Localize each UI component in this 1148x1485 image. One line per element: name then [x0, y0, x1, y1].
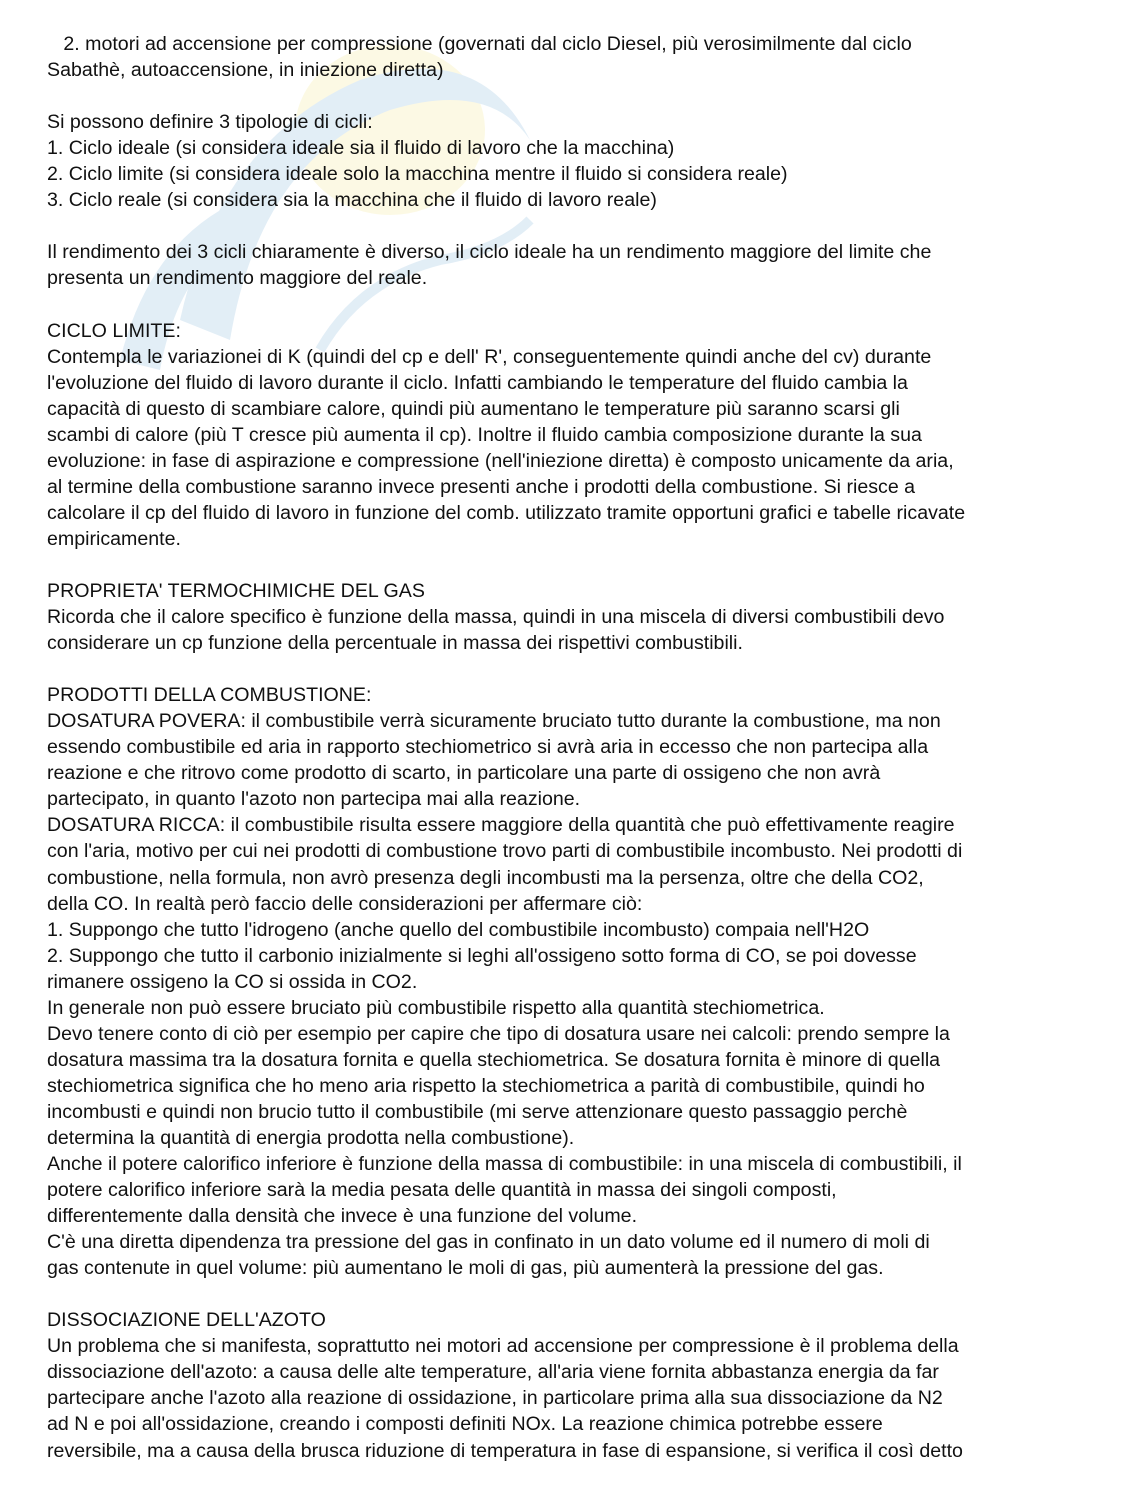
text-line: Sabathè, autoaccensione, in iniezione diretta)	[47, 59, 444, 82]
text-line: della CO. In realtà però faccio delle considerazioni per affermare ciò:	[47, 892, 643, 915]
text-line: Devo tenere conto di ciò per esempio per capire che tipo di dosatura usare nei calcoli: prendo sempre la	[47, 1022, 950, 1045]
text-line: dosatura massima tra la dosatura fornita e quella stechiometrica. Se dosatura fornita è minore di quella	[47, 1048, 941, 1071]
text-line: partecipato, in quanto l'azoto non partecipa mai alla reazione.	[47, 788, 581, 811]
text-line: capacità di questo di scambiare calore, quindi più aumentano le temperature più saranno scarsi gli	[47, 397, 900, 420]
text-line: partecipare anche l'azoto alla reazione di ossidazione, in particolare prima alla sua dissociazione da N2	[47, 1387, 943, 1410]
text-line: calcolare il cp del fluido di lavoro in funzione del comb. utilizzato tramite opportuni grafici e tabelle ricavate	[47, 501, 966, 524]
text-line: C'è una diretta dipendenza tra pressione del gas in confinato in un dato volume ed il numero di moli di	[47, 1231, 930, 1254]
text-line: evoluzione: in fase di aspirazione e compressione (nell'iniezione diretta) è composto unicamente da aria,	[47, 449, 954, 472]
text-line: determina la quantità di energia prodotta nella combustione).	[47, 1126, 575, 1149]
text-line: con l'aria, motivo per cui nei prodotti di combustione trovo parti di combustibile incombusto. Nei prodotti di	[47, 840, 963, 863]
text-line: 2. Ciclo limite (si considera ideale solo la macchina mentre il fluido si considera reale)	[47, 163, 788, 186]
text-line: reazione e che ritrovo come prodotto di scarto, in particolare una parte di ossigeno che non avrà	[47, 762, 881, 785]
text-line: Un problema che si manifesta, soprattutto nei motori ad accensione per compressione è il problema della	[47, 1335, 959, 1358]
text-line: CICLO LIMITE:	[47, 319, 181, 342]
text-line: differentemente dalla densità che invece è una funzione del volume.	[47, 1205, 638, 1228]
text-line: essendo combustibile ed aria in rapporto stechiometrico si avrà aria in eccesso che non partecipa alla	[47, 736, 929, 759]
blank-line	[47, 1281, 1117, 1307]
text-line: potere calorifico inferiore sarà la media pesata delle quantità in massa dei singoli composti,	[47, 1179, 837, 1202]
text-line: 2. motori ad accensione per compressione (governati dal ciclo Diesel, più verosimilmente dal ciclo	[47, 33, 912, 55]
text-line: 1. Suppongo che tutto l'idrogeno (anche quello del combustibile incombusto) compaia nell'H2O	[47, 918, 870, 941]
text-line: scambi di calore (più T cresce più aumenta il cp). Inoltre il fluido cambia composizione durante la sua	[47, 423, 922, 446]
text-line: dissociazione dell'azoto: a causa delle alte temperature, all'aria viene fornita abbastanza energia da far	[47, 1361, 939, 1384]
text-line: ad N e poi all'ossidazione, creando i composti definiti NOx. La reazione chimica potrebbe essere	[47, 1413, 883, 1436]
text-line: 2. Suppongo che tutto il carbonio inizialmente si leghi all'ossigeno sotto forma di CO, se poi dovesse	[47, 944, 917, 967]
text-line: In generale non può essere bruciato più combustibile rispetto alla quantità stechiometrica.	[47, 996, 825, 1019]
text-line: presenta un rendimento maggiore del reale.	[47, 267, 428, 290]
text-line: PRODOTTI DELLA COMBUSTIONE:	[47, 684, 372, 707]
text-line: PROPRIETA' TERMOCHIMICHE DEL GAS	[47, 579, 425, 602]
text-line: 3. Ciclo reale (si considera sia la macchina che il fluido di lavoro reale)	[47, 189, 657, 212]
text-line: DOSATURA POVERA: il combustibile verrà sicuramente bruciato tutto durante la combustione, ma non	[47, 710, 941, 733]
text-line: combustione, nella formula, non avrò presenza degli incombusti ma la persenza, oltre che della CO2,	[47, 866, 924, 889]
text-line: l'evoluzione del fluido di lavoro durante il ciclo. Infatti cambiando le temperature del fluido cambia la	[47, 371, 908, 394]
text-line: incombusti e quindi non brucio tutto il combustibile (mi serve attenzionare questo passaggio perchè	[47, 1100, 908, 1123]
text-line: rimanere ossigeno la CO si ossida in CO2.	[47, 970, 418, 993]
text-line: Anche il potere calorifico inferiore è funzione della massa di combustibile: in una miscela di combustibili, il	[47, 1153, 962, 1176]
text-line: Contempla le variazionei di K (quindi del cp e dell' R', conseguentemente quindi anche del cv) durante	[47, 345, 932, 368]
text-line: empiricamente.	[47, 527, 181, 550]
document-body	[47, 31, 1117, 1464]
blank-line	[47, 213, 1117, 239]
text-line: 1. Ciclo ideale (si considera ideale sia il fluido di lavoro che la macchina)	[47, 137, 675, 160]
text-line: Si possono definire 3 tipologie di cicli:	[47, 111, 373, 134]
text-line: al termine della combustione saranno invece presenti anche i prodotti della combustione. Si riesce a	[47, 475, 916, 498]
text-line: DOSATURA RICCA: il combustibile risulta essere maggiore della quantità che può effettivamente reagire	[47, 814, 955, 837]
text-line: gas contenute in quel volume: più aumentano le moli di gas, più aumenterà la pressione del gas.	[47, 1257, 884, 1280]
text-line: considerare un cp funzione della percentuale in massa dei rispettivi combustibili.	[47, 632, 743, 655]
text-line: Ricorda che il calore specifico è funzione della massa, quindi in una miscela di diversi combustibili devo	[47, 606, 945, 629]
text-line: DISSOCIAZIONE DELL'AZOTO	[47, 1309, 326, 1332]
text-line: reversibile, ma a causa della brusca riduzione di temperatura in fase di espansione, si verifica il così detto	[47, 1439, 963, 1462]
blank-line	[47, 656, 1117, 682]
text-line: stechiometrica significa che ho meno aria rispetto la stechiometrica a parità di combustibile, quindi ho	[47, 1074, 925, 1097]
blank-line	[47, 552, 1117, 578]
blank-line	[47, 83, 1117, 109]
blank-line	[47, 291, 1117, 317]
text-line: Il rendimento dei 3 cicli chiaramente è diverso, il ciclo ideale ha un rendimento maggiore del limite che	[47, 241, 932, 264]
